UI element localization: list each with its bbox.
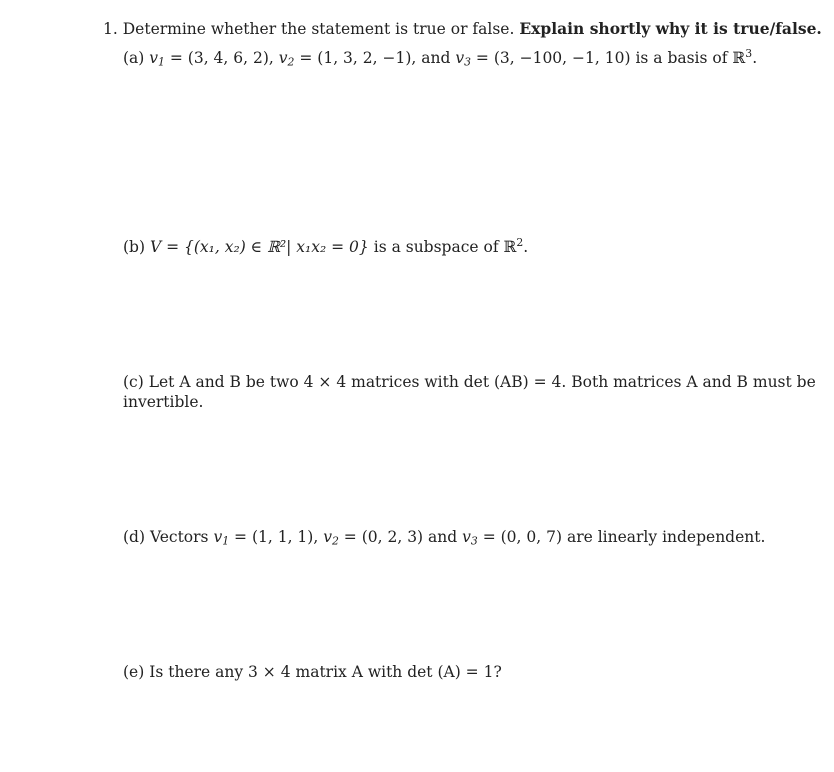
part-c-continued: [123, 392, 203, 412]
part-b-set: {(x₁, x₂) ∈ ℝ²| x₁x₂ = 0}: [184, 238, 369, 256]
part-d-v3: (0, 0, 7): [500, 528, 563, 546]
part-d-v2: (0, 2, 3): [361, 528, 424, 546]
question-number: 1.: [103, 20, 118, 38]
part-c: [123, 372, 816, 392]
part-a-v2: (1, 3, 2, −1): [317, 49, 412, 67]
part-d-tail: are linearly independent.: [566, 528, 766, 546]
part-a-v1: (3, 4, 6, 2): [187, 49, 269, 67]
part-e: [123, 662, 502, 682]
part-b-label: (b): [123, 238, 146, 256]
part-d: (d) Vectors $v_1 = (1$, 1, 1), $v_2 = (0$, 2, 3) and $v_3 = (0$, 0, 7) are linearly independent.: [123, 528, 766, 548]
part-a: (a) $v_1 = (3$, 4, 6, 2), $v_2 = (1$, 3, 2, −1), and $v_3 = (3$, −100, −1, 10) is a basis of ℝ$^3$.: [123, 47, 758, 69]
question-instruction: Explain shortly why it is true/false.: [519, 19, 822, 38]
part-b-tail: is a subspace of ℝ: [373, 238, 517, 256]
part-e-text: Is there any 3 × 4 matrix A with det (A) = 1?: [149, 663, 502, 681]
part-d-label: (d): [123, 528, 146, 546]
part-c-label: (c): [123, 373, 144, 391]
part-a-label: (a): [123, 49, 145, 67]
part-e-label: (e): [123, 663, 145, 681]
part-a-tail: is a basis of ℝ: [635, 49, 746, 67]
part-a-v3: (3, −100, −1, 10): [493, 49, 631, 67]
question-heading: [103, 19, 822, 39]
part-d-v1: (1, 1, 1): [251, 528, 314, 546]
question-intro: Determine whether the statement is true or false.: [122, 20, 515, 38]
part-b: (b) V = {(x₁, x₂) ∈ ℝ²| x₁x₂ = 0} is a subspace of ℝ$^2$.: [123, 236, 529, 256]
part-c-line1: Let A and B be two 4 × 4 matrices with det (AB) = 4. Both matrices A and B must be: [148, 373, 816, 391]
part-c-line2: invertible.: [123, 393, 204, 411]
